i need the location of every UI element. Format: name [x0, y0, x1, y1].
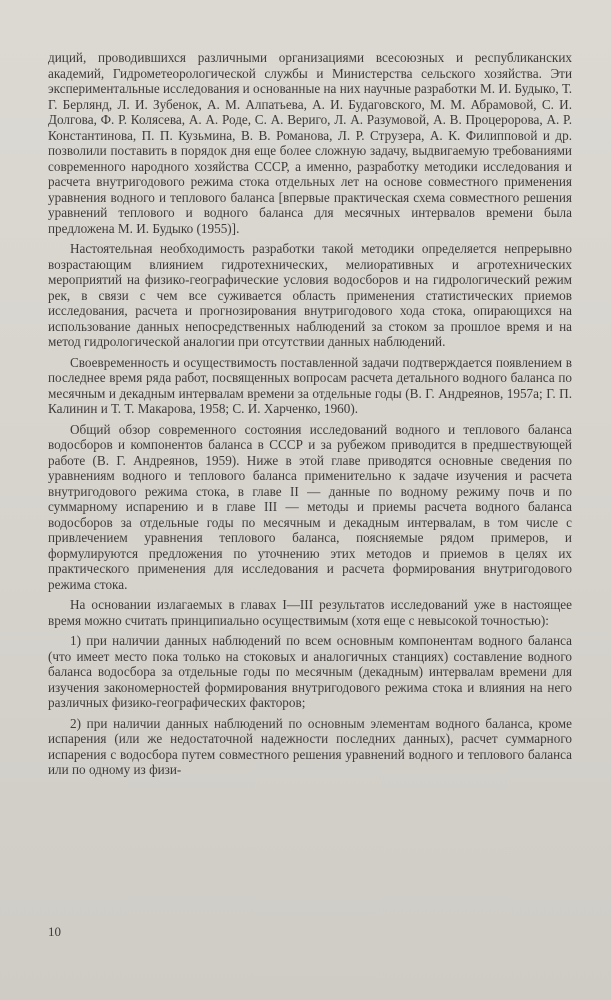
paragraph-1: диций, проводившихся различными организациями всесоюзных и республиканских академий, Гидрометеорологической службы и Министерства сельского хозяйства. Эти экспериментальные исследования и основанные на них научные разработки М. И. Будыко, Т. Г. Берлянд, Л. И. Зубенок, А. М. Алпатьева, А. И. Будаговского, М. М. Абрамовой, С. И. Долгова, Ф. Р. Колясева, А. А. Роде, С. А. Вериго, Л. А. Разумовой, А. В. Процеророва, А. Р. Константинова, П. П. Кузьмина, В. В. Романова, Л. Р. Струзера, А. К. Филипповой и др. позволили поставить в порядок дня еще более сложную задачу, выдвигаемую требованиями современного народного хозяйства СССР, а именно, разработку методики исследования и расчета внутригодового режима стока отдельных лет на основе совместного применения уравнения водного и теплового баланса [впервые практическая схема совместного решения уравнений теплового и водного баланса для месячных интервалов времени была предложена М. И. Будыко (1955)].: [48, 50, 572, 236]
paragraph-5: На основании излагаемых в главах I—III результатов исследований уже в настоящее время можно считать принципиально осуществимым (хотя еще с невысокой точностью):: [48, 597, 572, 628]
paragraph-3: Своевременность и осуществимость поставленной задачи подтверждается появлением в последнее время ряда работ, посвященных вопросам расчета детального водного баланса по месячным и декадным интервалам времени за отдельные годы (В. Г. Андреянов, 1957а; Г. П. Калинин и Т. Т. Макарова, 1958; С. И. Харченко, 1960).: [48, 354, 572, 416]
paragraph-6: 1) при наличии данных наблюдений по всем основным компонентам водного баланса (что имеет место пока только на стоковых и аналогичных станциях) составление водного баланса водосбора за отдельные годы по месячным (декадным) интервалам времени для изучения закономерностей формирования внутригодового режима стока и влияния на него различных физико-географических факторов;: [48, 633, 572, 710]
paragraph-7: 2) при наличии данных наблюдений по основным элементам водного баланса, кроме испарения (или же недостаточной надежности последних данных), расчет суммарного испарения с водосбора путем совместного решения уравнений водного и теплового баланса или по одному из физи-: [48, 715, 572, 777]
body-text: [48, 50, 572, 783]
paragraph-4: Общий обзор современного состояния исследований водного и теплового баланса водосборов и компонентов баланса в СССР и за рубежом приводится в предшествующей работе (В. Г. Андреянов, 1959). Ниже в этой главе приводятся основные сведения по уравнениям водного и теплового баланса применительно к задаче изучения и расчета внутригодового режима стока, в главе II — данные по водному режиму почв и по суммарному испарению и в главе III — методы и приемы расчета водного баланса водосборов за отдельные годы по месячным и декадным интервалам, в том числе с привлечением уравнения теплового баланса, поясняемые рядом примеров, и формулируются предложения по уточнению этих методов и приемов в целях их практического применения для исследования и расчета формирования внутригодового режима стока.: [48, 421, 572, 592]
page-number: 10: [48, 924, 61, 939]
paragraph-2: Настоятельная необходимость разработки такой методики определяется непрерывно возрастающим влиянием гидротехнических, мелиоративных и агротехнических мероприятий на физико-географические условия водосборов и на гидрологический режим рек, в связи с чем все суживается область применения статистических приемов исследования, расчета и прогнозирования внутригодового хода стока, опирающихся на использование данных непосредственных наблюдений за стоком за прошлое время и на метод гидрологической аналогии при отсутствии данных наблюдений.: [48, 241, 572, 349]
